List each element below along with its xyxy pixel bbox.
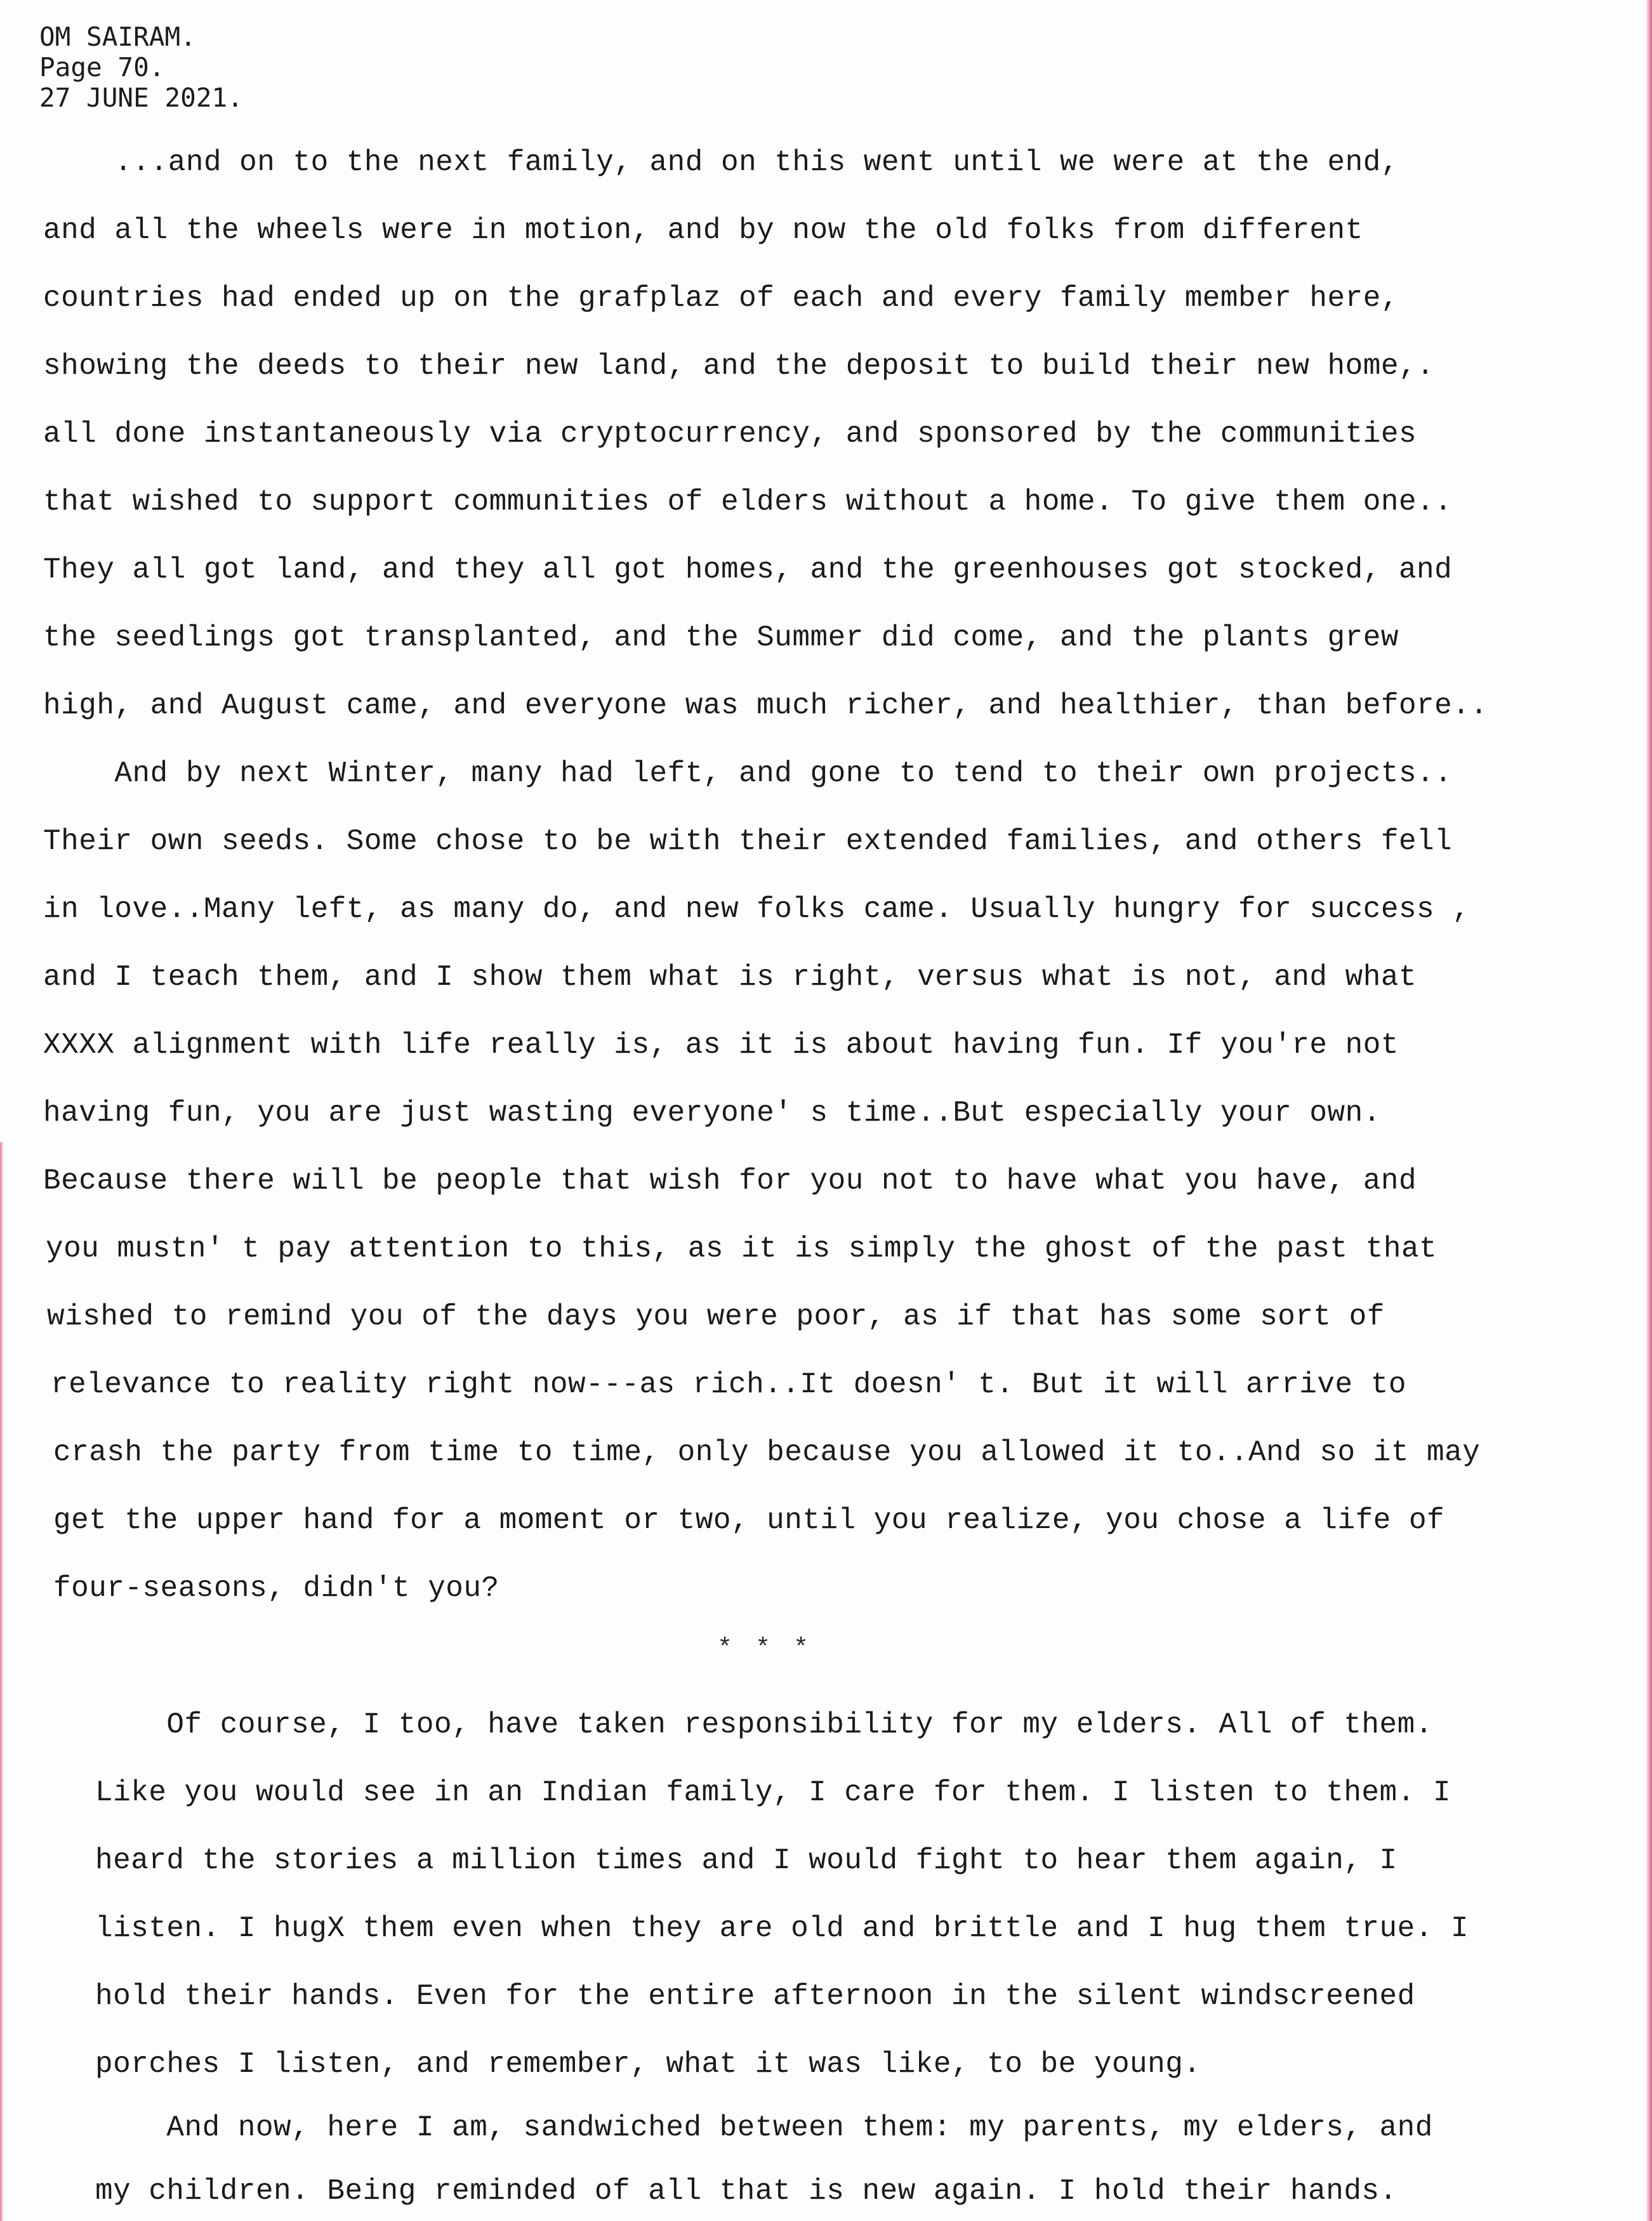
- page-edge-right: [1646, 0, 1652, 2221]
- page-header: [39, 22, 243, 113]
- page-edge-left: [0, 1142, 4, 2221]
- body-line: that wished to support communities of elders without a home. To give them one..: [43, 485, 1453, 518]
- header-date: 27 JUNE 2021.: [39, 82, 243, 113]
- body-line: porches I listen, and remember, what it was like, to be young.: [95, 2048, 1201, 2081]
- body-line: four-seasons, didn't you?: [53, 1572, 499, 1605]
- body-line: having fun, you are just wasting everyone' s time..But especially your own.: [43, 1097, 1381, 1130]
- body-line: high, and August came, and everyone was much richer, and healthier, than before..: [43, 689, 1488, 722]
- body-line: And by next Winter, many had left, and gone to tend to their own projects..: [43, 757, 1453, 790]
- body-line: heard the stories a million times and I would fight to hear them again, I: [95, 1844, 1398, 1877]
- body-line: the seedlings got transplanted, and the Summer did come, and the plants grew: [43, 621, 1399, 654]
- body-line: ...and on to the next family, and on this went until we were at the end,: [43, 146, 1399, 179]
- header-page-number: Page 70.: [39, 52, 165, 82]
- body-line: They all got land, and they all got homes, and the greenhouses got stocked, and: [43, 553, 1453, 586]
- body-line: you mustn' t pay attention to this, as it is simply the ghost of the past that: [46, 1232, 1437, 1265]
- body-line: my children. Being reminded of all that is new again. I hold their hands.: [95, 2175, 1398, 2208]
- header-title: OM SAIRAM.: [39, 22, 196, 52]
- body-line: get the upper hand for a moment or two, until you realize, you chose a life of: [53, 1504, 1445, 1537]
- body-line: and all the wheels were in motion, and by now the old folks from different: [43, 214, 1363, 247]
- body-line: Like you would see in an Indian family, I care for them. I listen to them. I: [95, 1776, 1451, 1809]
- body-line: wished to remind you of the days you were poor, as if that has some sort of: [47, 1300, 1385, 1333]
- section-separator: * * *: [717, 1635, 813, 1663]
- body-line: and I teach them, and I show them what is right, versus what is not, and what: [43, 961, 1417, 994]
- body-line: showing the deeds to their new land, and the deposit to build their new home,.: [43, 350, 1435, 383]
- body-line: countries had ended up on the grafplaz of each and every family member here,: [43, 282, 1399, 315]
- body-line: all done instantaneously via cryptocurrency, and sponsored by the communities: [43, 418, 1417, 451]
- body-line: Of course, I too, have taken responsibility for my elders. All of them.: [95, 1708, 1433, 1741]
- body-line: XXXX alignment with life really is, as it is about having fun. If you're not: [43, 1029, 1399, 1062]
- body-line: in love..Many left, as many do, and new folks came. Usually hungry for success ,: [43, 893, 1470, 926]
- body-line: And now, here I am, sandwiched between them: my parents, my elders, and: [95, 2111, 1433, 2144]
- body-line: relevance to reality right now---as rich..It doesn' t. But it will arrive to: [51, 1368, 1406, 1401]
- body-line: Because there will be people that wish for you not to have what you have, and: [43, 1164, 1417, 1197]
- body-line: listen. I hugX them even when they are old and brittle and I hug them true. I: [95, 1912, 1469, 1945]
- body-line: hold their hands. Even for the entire afternoon in the silent windscreened: [95, 1980, 1415, 2013]
- body-line: Their own seeds. Some chose to be with their extended families, and others fell: [43, 825, 1453, 858]
- body-line: crash the party from time to time, only because you allowed it to..And so it may: [53, 1436, 1481, 1469]
